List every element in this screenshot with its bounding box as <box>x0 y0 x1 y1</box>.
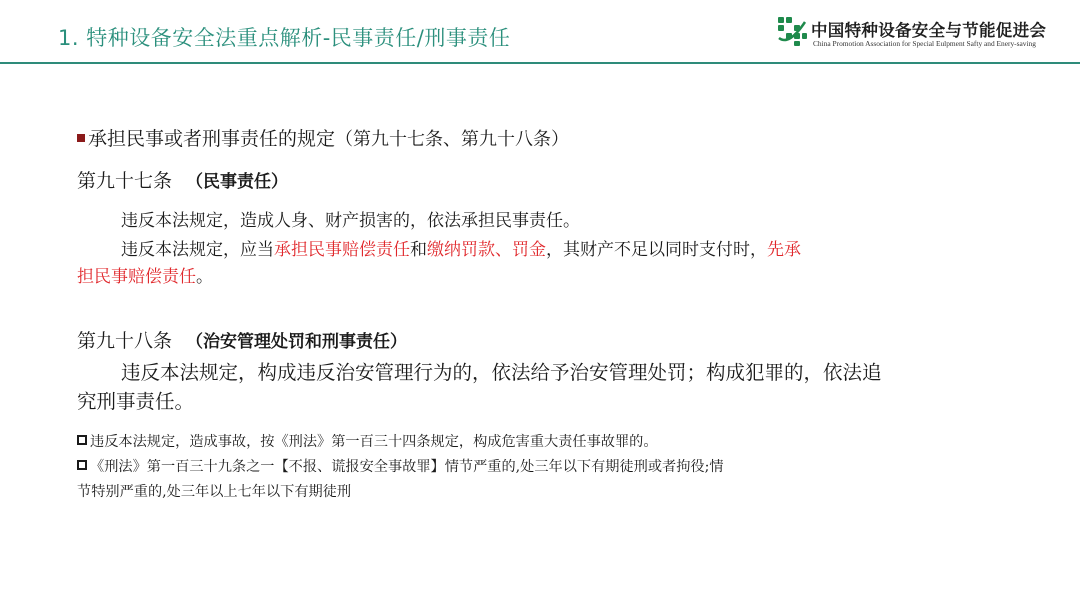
checkbox-bullet-icon <box>77 435 87 445</box>
highlight-priority-a: 先承 <box>767 240 801 260</box>
article-97-heading <box>77 166 288 193</box>
logo-name-cn: 中国特种设备安全与节能促进会 <box>811 21 1047 40</box>
highlight-civil-compensation: 承担民事赔偿责任 <box>274 240 410 260</box>
slide-title-tail: 民事责任/刑事责任 <box>330 26 511 50</box>
article-98-heading <box>77 326 407 353</box>
header-divider <box>0 62 1080 64</box>
article-98-subtitle: （治安管理处罚和刑事责任） <box>186 332 408 352</box>
slide-header <box>0 0 1080 66</box>
text-run: 。 <box>196 267 213 287</box>
highlight-priority-b: 担民事赔偿责任 <box>77 267 196 287</box>
association-logo <box>775 14 1075 54</box>
slide-title <box>58 22 510 52</box>
article-97-para-2 <box>121 235 801 260</box>
article-97-para-1: 违反本法规定，造成人身、财产损害的，依法承担民事责任。 <box>121 211 580 231</box>
article-97-para-2-cont <box>77 262 213 287</box>
association-logo-icon <box>775 14 809 48</box>
text-run: 违反本法规定，应当 <box>121 240 274 260</box>
intro-text: 承担民事或者刑事责任的规定 <box>88 128 336 150</box>
article-98-number: 第九十八条 <box>77 330 173 352</box>
article-97-number: 第九十七条 <box>77 170 173 192</box>
article-98-para-1: 违反本法规定，构成违反治安管理行为的，依法给予治安管理处罚；构成犯罪的，依法追 <box>121 361 882 384</box>
slide-title-main: 1. 特种设备安全法重点解析- <box>58 26 331 50</box>
article-98-para-2: 究刑事责任。 <box>77 390 195 413</box>
note-item <box>77 431 658 451</box>
note-text: 违反本法规定，造成事故，按《刑法》第一百三十四条规定，构成危害重大责任事故罪的。 <box>90 434 658 450</box>
note-item <box>77 456 724 476</box>
square-bullet-icon <box>77 134 85 142</box>
text-run: 和 <box>410 240 427 260</box>
note-item-cont: 节特别严重的,处三年以上七年以下有期徒刑 <box>77 484 352 500</box>
article-97-subtitle: （民事责任） <box>186 172 289 192</box>
logo-name-en: China Promotion Association for Special Eulpment Safty and Enery-saving <box>813 39 1036 48</box>
checkbox-bullet-icon <box>77 460 87 470</box>
text-run: ，其财产不足以同时支付时， <box>546 240 767 260</box>
intro-line <box>77 124 569 151</box>
intro-paren: （第九十七条、第九十八条） <box>335 129 570 150</box>
note-text: 《刑法》第一百三十九条之一【不报、谎报安全事故罪】情节严重的,处三年以下有期徒刑或者拘役;情 <box>90 459 724 475</box>
highlight-fines: 缴纳罚款、罚金 <box>427 240 546 260</box>
